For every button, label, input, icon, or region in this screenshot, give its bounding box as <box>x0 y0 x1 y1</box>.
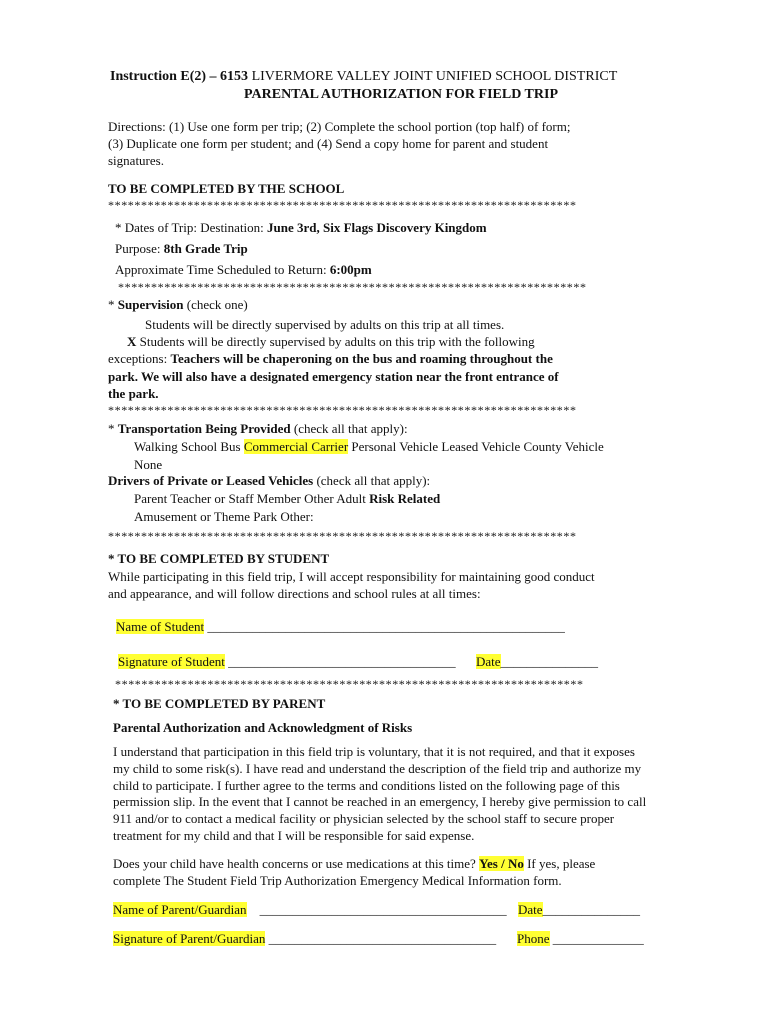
drivers-label: Drivers of Private or Leased Vehicles <box>108 473 314 488</box>
separator-stars: *********************************************************************** <box>108 198 577 212</box>
trip-destination-value: June 3rd, Six Flags Discovery Kingdom <box>267 220 487 235</box>
student-section-heading: * TO BE COMPLETED BY STUDENT <box>108 551 330 566</box>
parent-paragraph-line: I understand that participation in this field trip is voluntary, that it is not required, and that it exposes <box>113 744 635 759</box>
drivers-options <box>134 490 440 507</box>
parent-date-row <box>518 901 640 918</box>
student-date-row <box>476 653 598 670</box>
parent-date-label: Date <box>518 902 543 917</box>
separator-stars: *********************************************************************** <box>108 403 577 417</box>
return-time-line <box>115 261 372 278</box>
parent-phone-field[interactable]: ______________ <box>552 931 644 946</box>
supervision-note: (check one) <box>186 297 248 312</box>
exceptions-text-1: Teachers will be chaperoning on the bus and roaming throughout the <box>170 351 553 366</box>
health-question-line <box>113 855 595 872</box>
trip-purpose-line <box>115 240 248 257</box>
return-time-label: Approximate Time Scheduled to Return: <box>115 262 327 277</box>
student-name-field[interactable]: _______________________________________________________ <box>207 619 565 634</box>
health-question-line-2: complete The Student Field Trip Authorization Emergency Medical Information form. <box>113 873 562 888</box>
parent-signature-field[interactable]: ___________________________________ <box>268 931 497 946</box>
transport-option-walking[interactable]: Walking School Bus <box>134 439 241 454</box>
amusement-option[interactable]: Amusement or Theme Park Other: <box>134 509 314 524</box>
student-name-row <box>116 618 565 635</box>
student-signature-row <box>118 653 456 670</box>
student-date-label: Date <box>476 654 501 669</box>
trip-purpose-value: 8th Grade Trip <box>163 241 248 256</box>
transportation-note: (check all that apply): <box>293 421 408 436</box>
trip-dates-label: * Dates of Trip: Destination: <box>115 220 264 235</box>
separator-stars: *********************************************************************** <box>115 677 584 691</box>
district-name: LIVERMORE VALLEY JOINT UNIFIED SCHOOL DISTRICT <box>251 69 618 84</box>
parent-signature-row <box>113 930 496 947</box>
drivers-line <box>108 472 430 489</box>
supervision-option-1[interactable]: Students will be directly supervised by adults on this trip at all times. <box>145 317 505 332</box>
supervision-line <box>108 296 248 313</box>
parent-paragraph-line: treatment for my child and that I will be responsible for said expense. <box>113 828 475 843</box>
transport-option-none[interactable]: None <box>134 457 163 472</box>
transport-option-commercial-carrier[interactable]: Commercial Carrier <box>243 439 349 454</box>
parent-subheading: Parental Authorization and Acknowledgment of Risks <box>113 720 413 735</box>
parent-paragraph-line: my child to some risk(s). I have read and understand the description of the field trip and authorize my <box>113 761 642 776</box>
parent-paragraph-line: child to participate. I further agree to the terms and conditions listed on the following page of this <box>113 778 620 793</box>
exceptions-label: exceptions: <box>108 351 168 366</box>
return-time-value: 6:00pm <box>329 262 372 277</box>
parent-phone-label: Phone <box>517 931 550 946</box>
student-signature-field[interactable]: ___________________________________ <box>228 654 456 669</box>
exceptions-text-2: park. We will also have a designated emergency station near the front entrance of <box>108 369 559 384</box>
parent-paragraph-line: 911 and/or to contact a medical facility or physician selected by the school staff to secure proper <box>113 811 615 826</box>
form-title: PARENTAL AUTHORIZATION FOR FIELD TRIP <box>244 87 559 102</box>
supervision-check-mark: X <box>127 334 137 349</box>
instruction-code: Instruction E(2) – 6153 <box>110 69 249 84</box>
student-text-1: While participating in this field trip, I will accept responsibility for maintaining good conduct <box>108 569 595 584</box>
parent-signature-label: Signature of Parent/Guardian <box>113 931 266 946</box>
exceptions-text-3: the park. <box>108 386 159 401</box>
parent-paragraph-line: permission slip. In the event that I cannot be reached in an emergency, I hereby give permission to call <box>113 794 647 809</box>
parent-name-field[interactable]: ______________________________________ <box>259 902 507 917</box>
directions-line-3: signatures. <box>108 153 164 168</box>
drivers-note: (check all that apply): <box>316 473 431 488</box>
student-name-label: Name of Student <box>116 619 205 634</box>
parent-name-label: Name of Parent/Guardian <box>113 902 247 917</box>
trip-dates-line <box>115 219 487 236</box>
required-star: * <box>108 297 115 312</box>
driver-options-list[interactable]: Parent Teacher or Staff Member Other Adult <box>134 491 366 506</box>
student-date-field[interactable]: _______________ <box>500 654 599 669</box>
school-section-heading: TO BE COMPLETED BY THE SCHOOL <box>108 181 345 196</box>
separator-stars: *********************************************************************** <box>108 529 577 543</box>
transportation-label: Transportation Being Provided <box>117 421 291 436</box>
supervision-option-2-text: Students will be directly supervised by adults on this trip with the following <box>139 334 535 349</box>
risk-related-label: Risk Related <box>369 491 441 506</box>
supervision-label: Supervision <box>117 297 184 312</box>
directions-line-2: (3) Duplicate one form per student; and (4) Send a copy home for parent and student <box>108 136 549 151</box>
separator-stars: *********************************************************************** <box>118 280 587 294</box>
supervision-exceptions-line-1 <box>108 350 553 367</box>
form-header-line <box>110 68 617 85</box>
parent-section-heading: * TO BE COMPLETED BY PARENT <box>113 696 326 711</box>
parent-name-row <box>113 901 507 918</box>
student-text-2: and appearance, and will follow directions and school rules at all times: <box>108 586 481 601</box>
transportation-options <box>134 438 604 455</box>
health-followup: If yes, please <box>527 856 596 871</box>
trip-purpose-label: Purpose: <box>115 241 161 256</box>
required-star: * <box>108 421 115 436</box>
parent-phone-row <box>517 930 644 947</box>
directions-line-1: Directions: (1) Use one form per trip; (2) Complete the school portion (top half) of form; <box>108 119 571 134</box>
transportation-line <box>108 420 408 437</box>
student-signature-label: Signature of Student <box>118 654 225 669</box>
parent-date-field[interactable]: _______________ <box>542 902 641 917</box>
health-question: Does your child have health concerns or use medications at this time? <box>113 856 476 871</box>
transport-option-others[interactable]: Personal Vehicle Leased Vehicle County Vehicle <box>351 439 604 454</box>
health-yes-no-choice[interactable]: Yes / No <box>479 856 524 871</box>
supervision-option-2[interactable] <box>127 333 535 350</box>
